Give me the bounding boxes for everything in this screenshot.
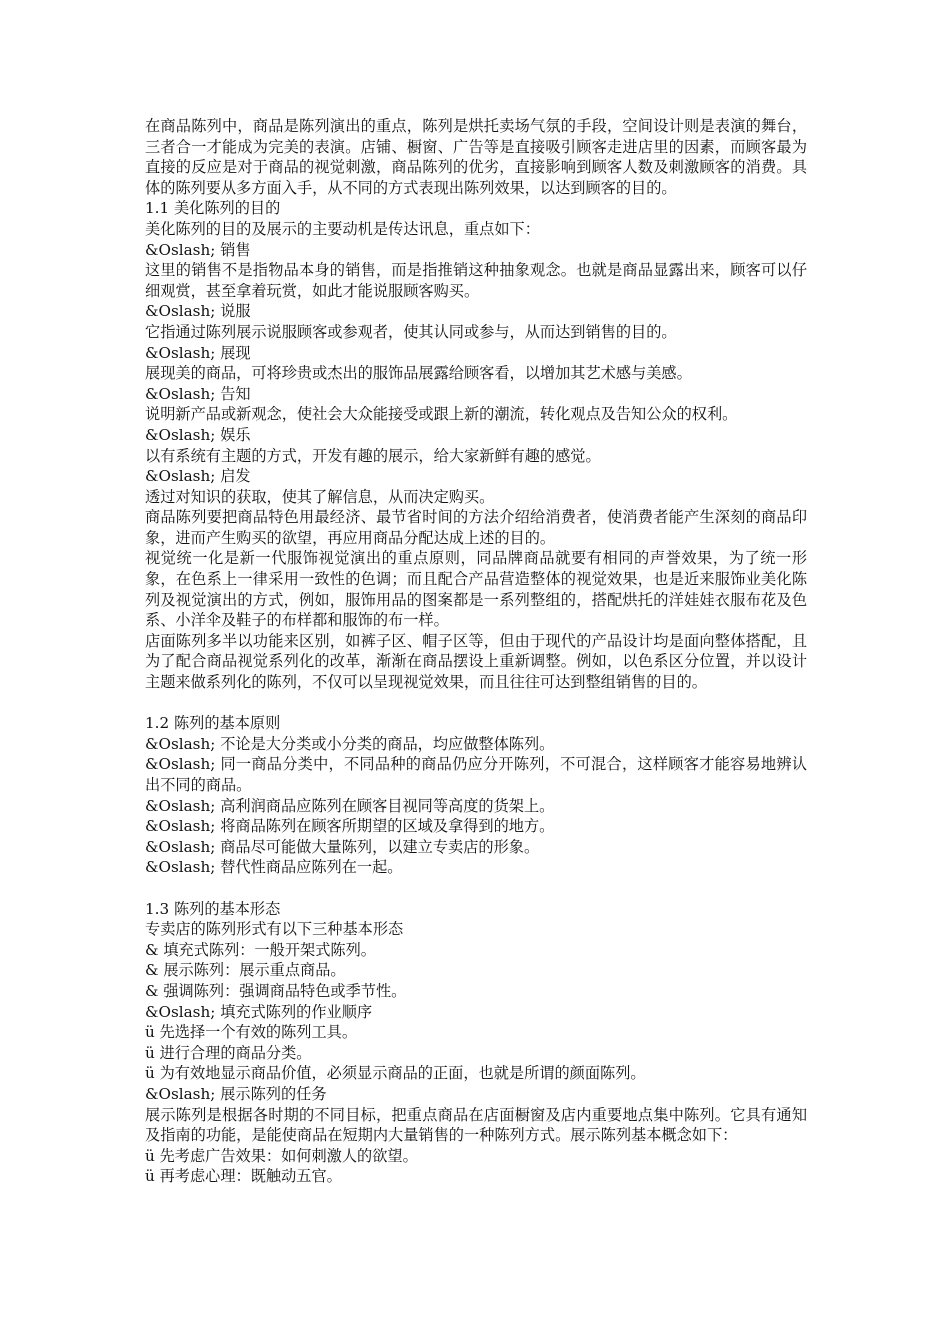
list-item: & 强调陈列：强调商品特色或季节性。 — [145, 981, 407, 1000]
paragraph: 它指通过陈列展示说服顾客或参观者，使其认同或参与，从而达到销售的目的。 — [145, 322, 677, 341]
paragraph: 展示陈列是根据各时期的不同目标，把重点商品在店面橱窗及店内重要地点集中陈列。它具有通知及指南的功能，是能使商品在短期内大量销售的一种陈列方式。展示陈列基本概念如下： — [145, 1105, 807, 1145]
paragraph: 商品陈列要把商品特色用最经济、最节省时间的方法介绍给消费者，使消费者能产生深刻的商品印象，进而产生购买的欲望，再应用商品分配达成上述的目的。 — [145, 508, 807, 547]
blank-line — [145, 878, 807, 899]
paragraph: 以有系统有主题的方式，开发有趣的展示，给大家新鲜有趣的感觉。 — [145, 446, 601, 465]
bullet-item: &Oslash; 不论是大分类或小分类的商品，均应做整体陈列。 — [145, 734, 555, 753]
check-item: ü 为有效地显示商品价值，必须显示商品的正面，也就是所谓的颜面陈列。 — [145, 1064, 646, 1083]
bullet-item: &Oslash; 将商品陈列在顾客所期望的区域及拿得到的地方。 — [145, 817, 555, 836]
check-item: ü 再考虑心理：既触动五官。 — [145, 1167, 342, 1186]
bullet-item: &Oslash; 高利润商品应陈列在顾客目视同等高度的货架上。 — [145, 796, 555, 815]
paragraph: 透过对知识的获取，使其了解信息，从而决定购买。 — [145, 487, 495, 506]
paragraph: 说明新产品或新观念，使社会大众能接受或跟上新的潮流，转化观点及告知公众的权利。 — [145, 405, 738, 424]
list-item: & 填充式陈列：一般开架式陈列。 — [145, 940, 376, 959]
bullet-heading: &Oslash; 启发 — [145, 467, 251, 486]
bullet-heading: &Oslash; 展示陈列的任务 — [145, 1084, 327, 1103]
section-heading-1-2: 1.2 陈列的基本原则 — [145, 714, 281, 733]
check-item: ü 进行合理的商品分类。 — [145, 1043, 312, 1062]
paragraph: 店面陈列多半以功能来区别，如裤子区、帽子区等，但由于现代的产品设计均是面向整体搭配，且为了配合商品视觉系列化的改革，渐渐在商品摆设上重新调整。例如，以色系区分位置，并以设计主题来做系列化的陈列，不仅可以呈现视觉效果，而且往往可达到整组销售的目的。 — [145, 631, 807, 692]
bullet-heading: &Oslash; 填充式陈列的作业顺序 — [145, 1002, 373, 1021]
bullet-heading: &Oslash; 展现 — [145, 343, 251, 362]
paragraph: 视觉统一化是新一代服饰视觉演出的重点原则，同品牌商品就要有相同的声誉效果，为了统一形象，在色系上一律采用一致性的色调；而且配合产品营造整体的视觉效果，也是近来服饰业美化陈列及视觉演出的方式，例如，服饰用品的图案都是一系列整组的，搭配烘托的洋娃娃衣服布花及色系、小洋伞及鞋子的布样都和服饰的布一样。 — [145, 549, 807, 630]
bullet-heading: &Oslash; 告知 — [145, 384, 251, 403]
intro-paragraph: 在商品陈列中，商品是陈列演出的重点，陈列是烘托卖场气氛的手段，空间设计则是表演的舞台，三者合一才能成为完美的表演。店铺、橱窗、广告等是直接吸引顾客走进店里的因素，而顾客最为直接的反应是对于商品的视觉刺激，商品陈列的优劣，直接影响到顾客人数及刺激顾客的消费。具体的陈列要从多方面入手，从不同的方式表现出陈列效果，以达到顾客的目的。 — [145, 117, 807, 197]
section-heading-1-3: 1.3 陈列的基本形态 — [145, 899, 281, 918]
paragraph: 展现美的商品，可将珍贵或杰出的服饰品展露给顾客看，以增加其艺术感与美感。 — [145, 364, 692, 383]
bullet-item: &Oslash; 商品尽可能做大量陈列，以建立专卖店的形象。 — [145, 837, 540, 856]
bullet-heading: &Oslash; 娱乐 — [145, 425, 251, 444]
check-item: ü 先考虑广告效果：如何刺激人的欲望。 — [145, 1146, 418, 1165]
bullet-item: &Oslash; 替代性商品应陈列在一起。 — [145, 858, 403, 877]
section-heading-1-1: 1.1 美化陈列的目的 — [145, 199, 281, 218]
paragraph: 专卖店的陈列形式有以下三种基本形态 — [145, 920, 404, 939]
bullet-heading: &Oslash; 说服 — [145, 302, 251, 321]
document-body — [145, 116, 807, 1187]
list-item: & 展示陈列：展示重点商品。 — [145, 961, 346, 980]
paragraph: 美化陈列的目的及展示的主要动机是传达讯息，重点如下： — [145, 219, 540, 238]
paragraph: 这里的销售不是指物品本身的销售，而是指推销这种抽象观念。也就是商品显露出来，顾客可以仔细观赏，甚至拿着玩赏，如此才能说服顾客购买。 — [145, 261, 807, 300]
bullet-heading: &Oslash; 销售 — [145, 240, 251, 259]
blank-line — [145, 693, 807, 714]
bullet-item: &Oslash; 同一商品分类中，不同品种的商品仍应分开陈列，不可混合，这样顾客才能容易地辨认出不同的商品。 — [145, 755, 807, 794]
check-item: ü 先选择一个有效的陈列工具。 — [145, 1023, 358, 1042]
